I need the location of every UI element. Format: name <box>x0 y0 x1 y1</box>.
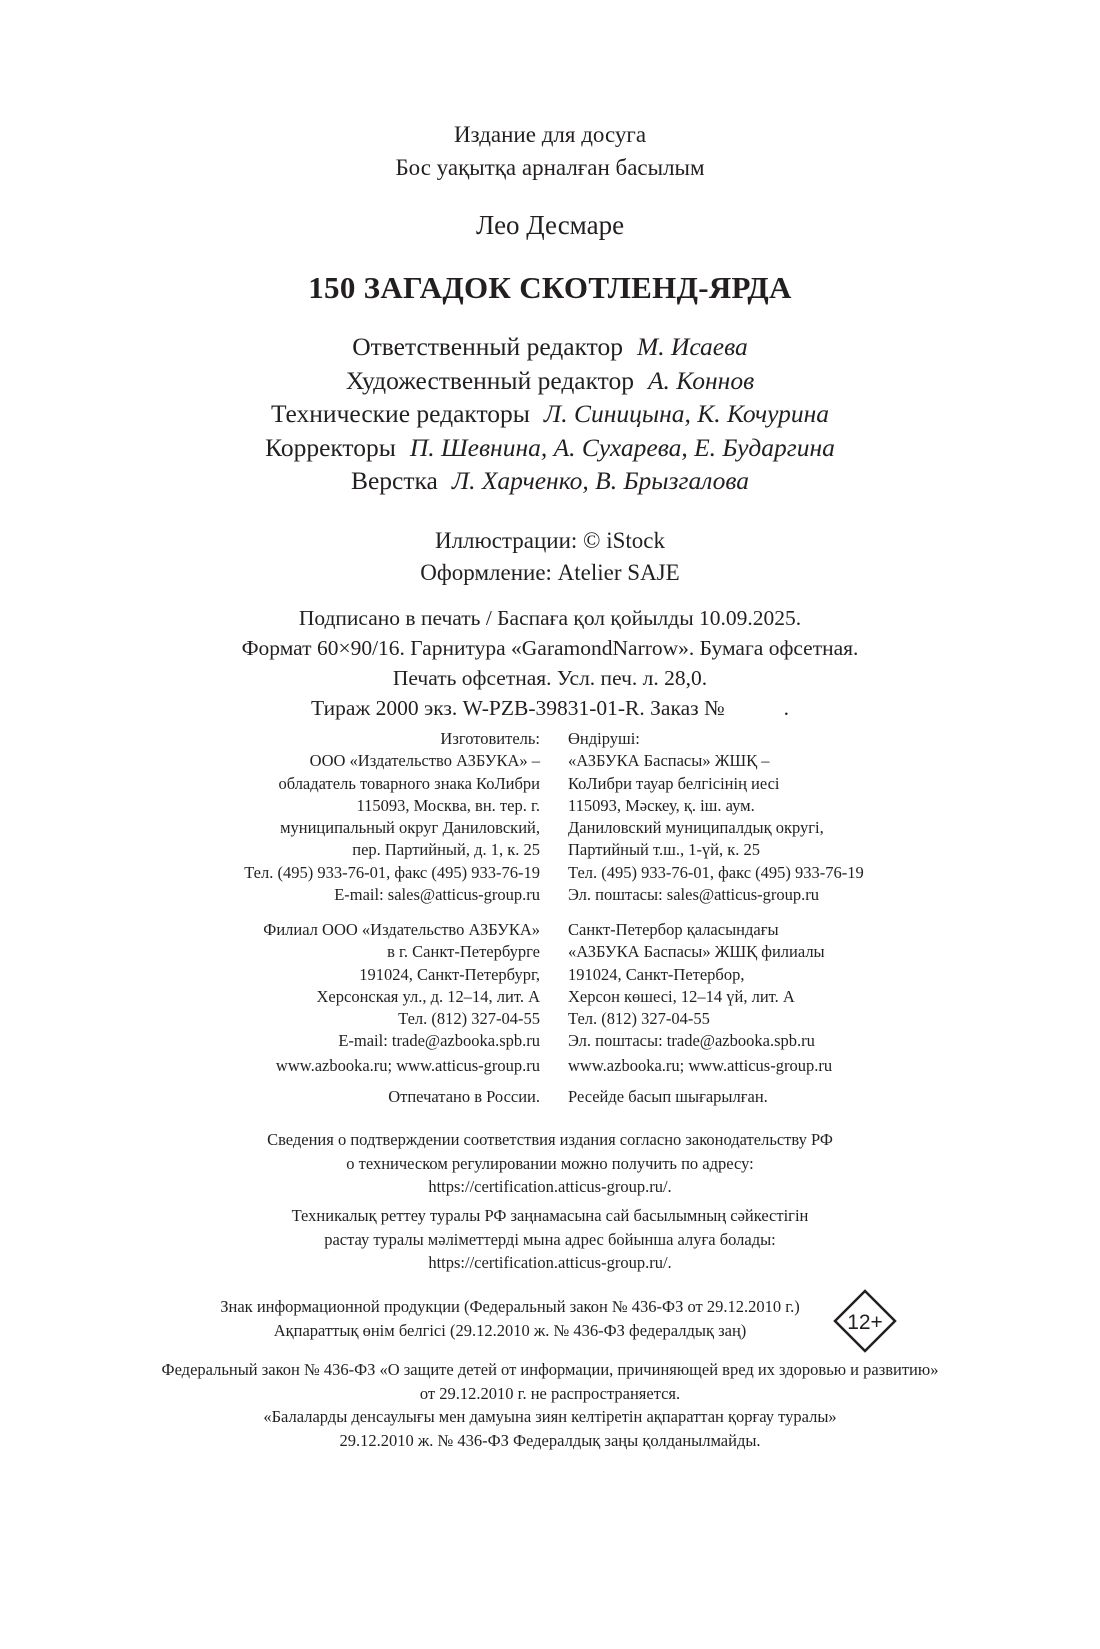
series-note <box>0 118 1100 184</box>
manufacturer-kz <box>568 728 864 906</box>
credit-line <box>0 464 1100 498</box>
branch-line: 191024, Санкт-Петербор, <box>568 964 745 984</box>
illustrations-line: Иллюстрации: © iStock <box>434 528 666 553</box>
manufacturer-line: муниципальный округ Даниловский, <box>280 818 540 838</box>
manufacturer-email: Эл. поштасы: sales@atticus-group.ru <box>568 885 819 905</box>
credit-names: А. Коннов <box>647 365 755 395</box>
manufacturer-line: 115093, Москва, вн. тер. г. <box>356 795 540 815</box>
branch-email: E-mail: trade@azbooka.spb.ru <box>338 1031 540 1051</box>
printing-line: Печать офсетная. Усл. печ. л. 28,0. <box>392 666 708 690</box>
branch-line: Филиал ООО «Издательство АЗБУКА» <box>263 920 540 939</box>
branch-ru <box>263 919 540 1053</box>
credit-role: Ответственный редактор <box>352 332 623 361</box>
printed-in-ru: Отпечатано в России. <box>388 1087 540 1106</box>
credit-line <box>0 330 1100 364</box>
manufacturer-line: Партийный т.ш., 1-үй, к. 25 <box>568 840 761 860</box>
info-sign-text <box>190 1295 830 1342</box>
law-line: Федеральный закон № 436-ФЗ «О защите детей от информации, причиняющей вред их здоровью и развитию» <box>161 1360 939 1379</box>
design-line: Оформление: Atelier SAJE <box>420 560 680 585</box>
certification-line: растау туралы мәліметтерді мына адрес бойынша алуға болады: <box>324 1229 776 1249</box>
branch-line: в г. Санкт-Петербурге <box>387 942 540 962</box>
branch-email: Эл. поштасы: trade@azbooka.spb.ru <box>568 1031 815 1051</box>
law-line: от 29.12.2010 г. не распространяется. <box>419 1383 681 1403</box>
manufacturer-line: обладатель товарного знака КоЛибри <box>278 773 540 793</box>
credit-role: Корректоры <box>265 432 396 462</box>
credit-line <box>0 431 1100 465</box>
credit-names: М. Исаева <box>636 332 748 361</box>
series-line-kz: Бос уақытқа арналған басылым <box>395 155 705 180</box>
book-title: 150 ЗАГАДОК СКОТЛЕНД-ЯРДА <box>308 270 792 305</box>
law-line: 29.12.2010 ж. № 436-ФЗ Федералдық заңы қолданылмайды. <box>339 1430 761 1450</box>
manufacturer-line: КоЛибри тауар белгісінің иесі <box>568 773 780 793</box>
certification-line: Сведения о подтверждении соответствия издания согласно законодательству РФ <box>267 1130 833 1149</box>
age-rating-icon <box>833 1289 897 1353</box>
certification-kz <box>0 1204 1100 1275</box>
credit-role: Художественный редактор <box>345 365 634 395</box>
illustration-credits <box>0 525 1100 589</box>
credit-line <box>0 364 1100 398</box>
manufacturer-line: ООО «Издательство АЗБУКА» – <box>309 751 540 771</box>
law-line: «Балаларды денсаулығы мен дамуына зиян келтіретін ақпараттан қорғау туралы» <box>263 1407 837 1426</box>
manufacturer-line: пер. Партийный, д. 1, к. 25 <box>352 840 540 860</box>
branch-phone: Тел. (812) 327-04-55 <box>568 1009 710 1029</box>
websites-ru: www.azbooka.ru; www.atticus-group.ru <box>275 1056 540 1075</box>
manufacturer-phone: Тел. (495) 933-76-01, факс (495) 933-76-19 <box>568 862 864 882</box>
credit-names: Л. Харченко, В. Брызгалова <box>451 466 750 495</box>
manufacturer-ru <box>244 728 540 906</box>
manufacturer-line: Даниловский муниципалдық округі, <box>568 818 824 838</box>
info-sign-line-kz: Ақпараттық өнім белгісі (29.12.2010 ж. № 436-ФЗ федералдық заң) <box>273 1320 747 1340</box>
manufacturer-line: «АЗБУКА Баспасы» ЖШҚ – <box>568 751 770 771</box>
info-sign-line-ru: Знак информационной продукции (Федеральный закон № 436-ФЗ от 29.12.2010 г.) <box>220 1297 800 1316</box>
branch-line: Херсонская ул., д. 12–14, лит. А <box>316 986 540 1006</box>
manufacturer-label: Изготовитель: <box>440 729 540 748</box>
printing-details <box>0 603 1100 723</box>
manufacturer-email: E-mail: sales@atticus-group.ru <box>334 885 540 905</box>
credits-list <box>0 330 1100 498</box>
branch-line: 191024, Санкт-Петербург, <box>359 964 540 984</box>
printing-line: Формат 60×90/16. Гарнитура «GaramondNarrow». Бумага офсетная. <box>241 636 859 660</box>
certification-line: Техникалық реттеу туралы РФ заңнамасына сай басылымның сәйкестігін <box>291 1206 809 1225</box>
branch-line: Херсон көшесі, 12–14 үй, лит. А <box>568 986 795 1006</box>
credit-role: Технические редакторы <box>270 399 530 428</box>
printed-in-kz: Ресейде басып шығарылған. <box>568 1087 768 1106</box>
manufacturer-phone: Тел. (495) 933-76-01, факс (495) 933-76-19 <box>244 862 540 882</box>
series-line-ru: Издание для досуга <box>453 122 647 147</box>
credit-line <box>0 397 1100 431</box>
certification-url: https://certification.atticus-group.ru/. <box>428 1177 672 1196</box>
manufacturer-line: 115093, Мәскеу, қ. іш. аум. <box>568 795 755 815</box>
branch-line: «АЗБУКА Баспасы» ЖШҚ филиалы <box>568 942 825 962</box>
certification-line: о техническом регулировании можно получить по адресу: <box>346 1153 754 1173</box>
printing-line: Тираж 2000 экз. W-PZB-39831-01-R. Заказ № . <box>310 696 789 720</box>
branch-phone: Тел. (812) 327-04-55 <box>398 1009 540 1029</box>
websites-kz: www.azbooka.ru; www.atticus-group.ru <box>568 1056 833 1075</box>
law-notice <box>0 1358 1100 1452</box>
credit-names: Л. Синицына, К. Кочурина <box>543 399 830 428</box>
age-rating-label: 12+ <box>847 1311 883 1334</box>
credit-names: П. Шевнина, А. Сухарева, Е. Бударгина <box>409 432 835 462</box>
branch-kz <box>568 919 825 1053</box>
author-name: Лео Десмаре <box>475 210 625 240</box>
certification-url: https://certification.atticus-group.ru/. <box>428 1253 672 1272</box>
certification-ru <box>0 1128 1100 1199</box>
branch-line: Санкт-Петербор қаласындағы <box>568 920 779 939</box>
printing-line: Подписано в печать / Баспаға қол қойылды 10.09.2025. <box>298 606 802 630</box>
manufacturer-label: Өндіруші: <box>568 729 640 748</box>
credit-role: Верстка <box>350 466 438 495</box>
